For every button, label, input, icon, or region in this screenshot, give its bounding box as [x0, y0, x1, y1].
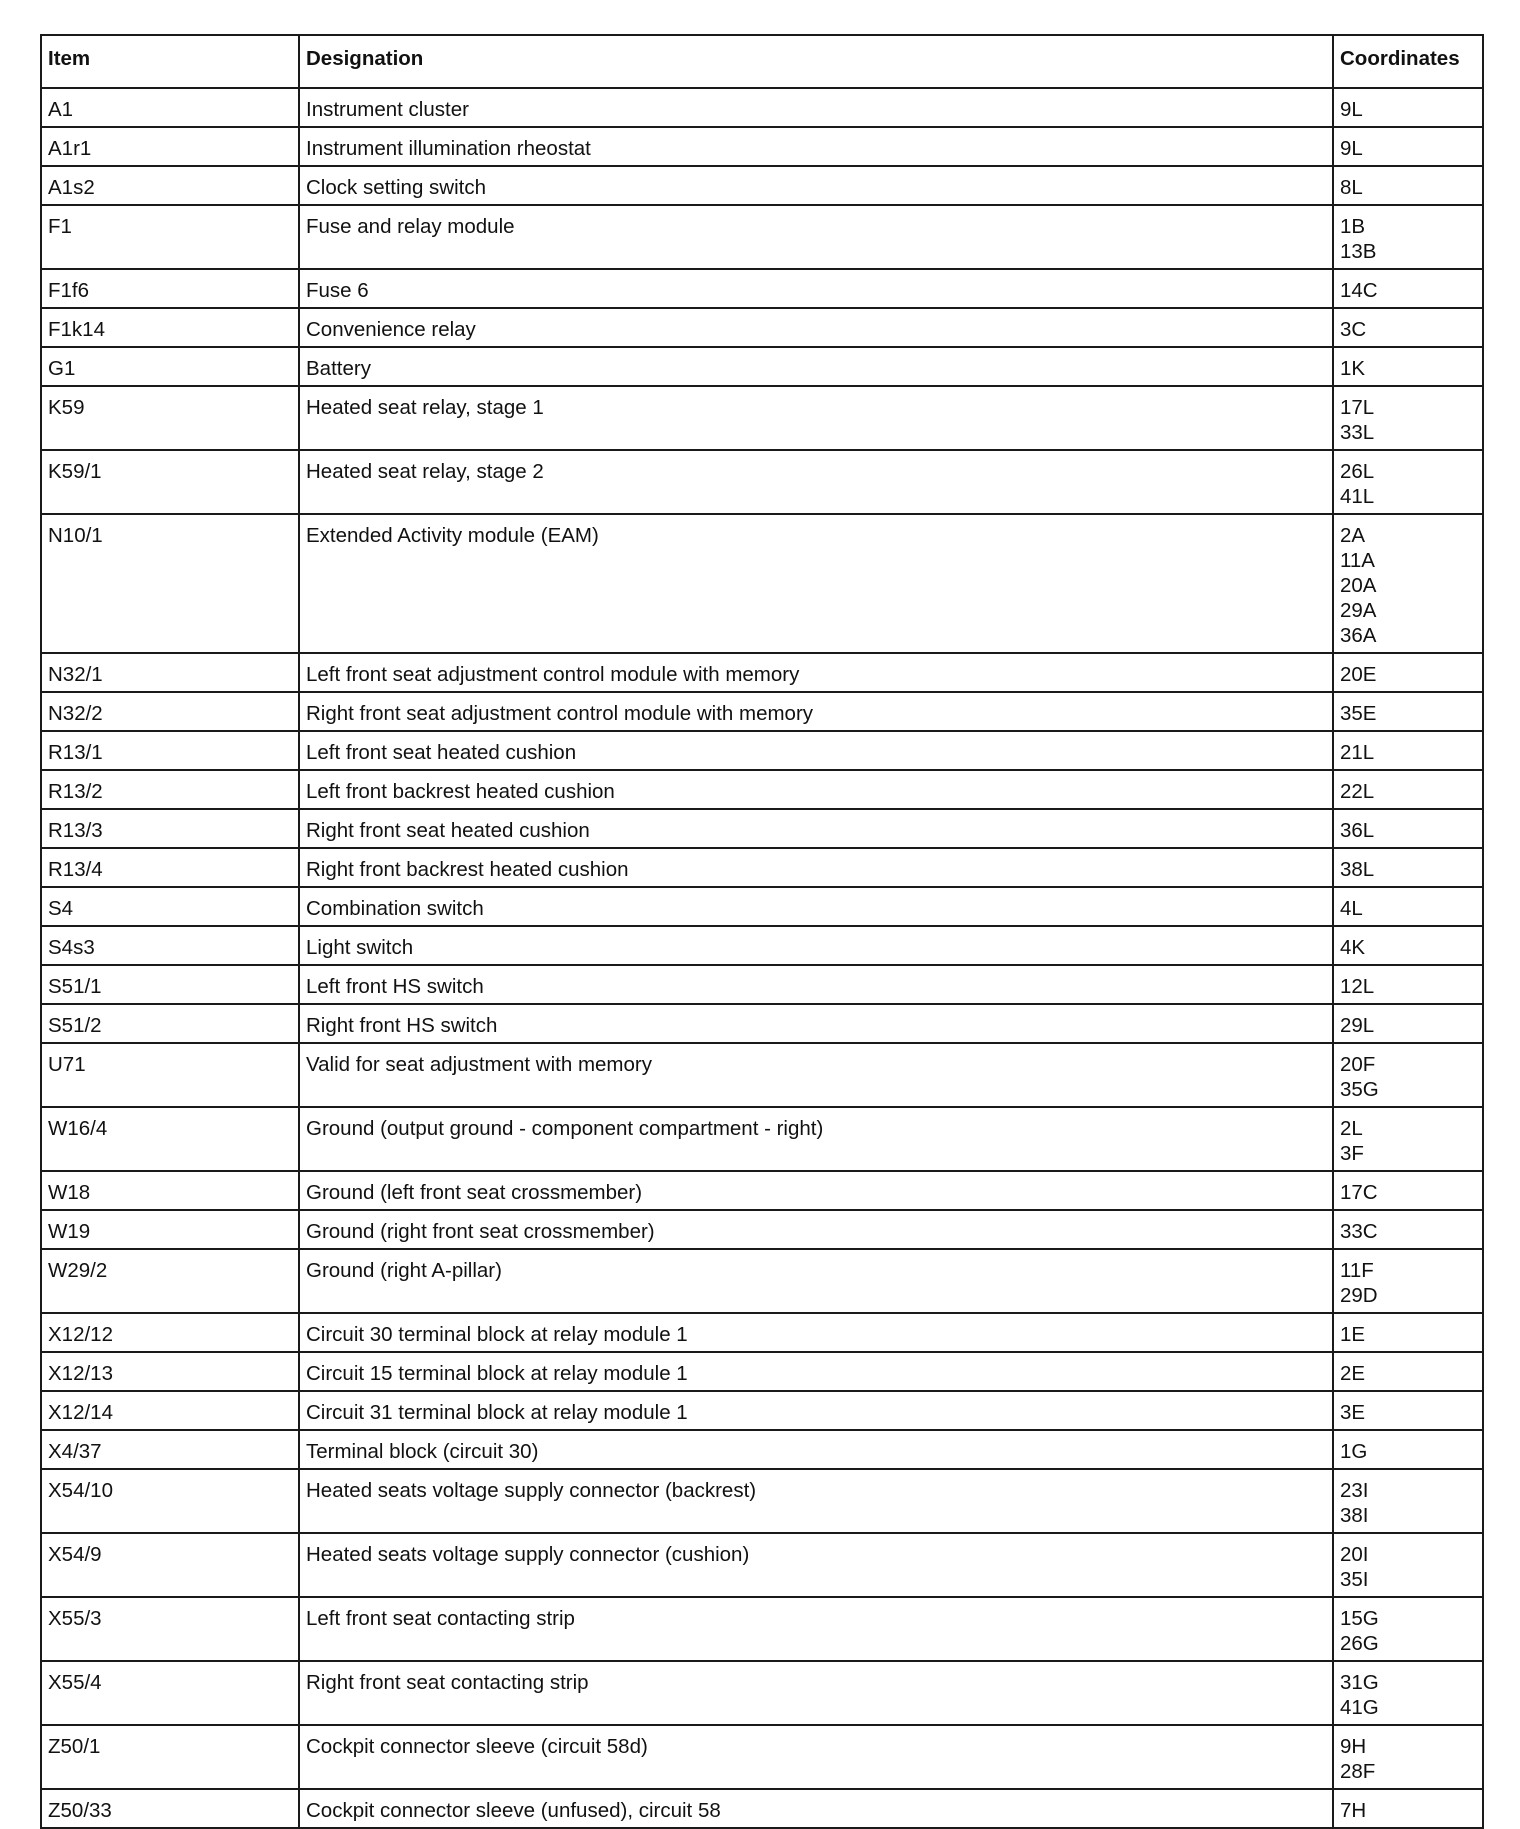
cell-item: X54/10 [41, 1469, 299, 1533]
coordinate-value: 20I [1340, 1543, 1369, 1566]
cell-coordinates [1333, 1661, 1483, 1725]
cell-coordinates [1333, 1789, 1483, 1828]
table-row [41, 88, 1483, 127]
cell-item: K59/1 [41, 450, 299, 514]
table-row [41, 1469, 1483, 1533]
cell-item: Z50/1 [41, 1725, 299, 1789]
table-row [41, 1210, 1483, 1249]
coordinate-value: 26L [1340, 460, 1375, 483]
cell-coordinates [1333, 1533, 1483, 1597]
cell-item: S4s3 [41, 926, 299, 965]
cell-designation: Instrument illumination rheostat [299, 127, 1333, 166]
component-legend-table [40, 34, 1484, 1829]
cell-designation: Fuse and relay module [299, 205, 1333, 269]
cell-coordinates [1333, 887, 1483, 926]
coordinate-value: 4K [1340, 936, 1366, 959]
cell-coordinates [1333, 692, 1483, 731]
coordinate-value: 21L [1340, 741, 1375, 764]
cell-designation: Light switch [299, 926, 1333, 965]
cell-designation: Ground (right front seat crossmember) [299, 1210, 1333, 1249]
cell-coordinates [1333, 1597, 1483, 1661]
cell-item: A1r1 [41, 127, 299, 166]
cell-coordinates [1333, 166, 1483, 205]
cell-designation: Cockpit connector sleeve (circuit 58d) [299, 1725, 1333, 1789]
cell-designation: Cockpit connector sleeve (unfused), circuit 58 [299, 1789, 1333, 1828]
cell-designation: Right front seat adjustment control module with memory [299, 692, 1333, 731]
coordinate-value: 13B [1340, 240, 1377, 263]
cell-item: X55/4 [41, 1661, 299, 1725]
cell-designation: Valid for seat adjustment with memory [299, 1043, 1333, 1107]
cell-coordinates [1333, 1043, 1483, 1107]
cell-item: S51/1 [41, 965, 299, 1004]
cell-coordinates [1333, 731, 1483, 770]
table-row [41, 166, 1483, 205]
coordinate-value: 1E [1340, 1323, 1366, 1346]
coordinate-value: 3E [1340, 1401, 1366, 1424]
cell-coordinates [1333, 1171, 1483, 1210]
coordinate-value: 9L [1340, 137, 1363, 160]
cell-item: X12/13 [41, 1352, 299, 1391]
cell-designation: Right front seat heated cushion [299, 809, 1333, 848]
cell-item: W16/4 [41, 1107, 299, 1171]
cell-item: F1k14 [41, 308, 299, 347]
coordinate-value: 17C [1340, 1181, 1378, 1204]
column-header-coordinates: Coordinates [1333, 35, 1483, 88]
table-row [41, 269, 1483, 308]
cell-coordinates [1333, 386, 1483, 450]
cell-item: Z50/33 [41, 1789, 299, 1828]
table-row [41, 514, 1483, 653]
coordinate-value: 2E [1340, 1362, 1366, 1385]
cell-coordinates [1333, 450, 1483, 514]
coordinate-value: 23I [1340, 1479, 1369, 1502]
coordinate-value: 11A [1340, 549, 1375, 572]
coordinate-value: 29A [1340, 599, 1377, 622]
cell-designation: Combination switch [299, 887, 1333, 926]
coordinate-value: 33C [1340, 1220, 1378, 1243]
cell-designation: Right front HS switch [299, 1004, 1333, 1043]
cell-designation: Fuse 6 [299, 269, 1333, 308]
table-row [41, 965, 1483, 1004]
cell-designation: Clock setting switch [299, 166, 1333, 205]
cell-item: R13/3 [41, 809, 299, 848]
cell-item: X54/9 [41, 1533, 299, 1597]
cell-item: N10/1 [41, 514, 299, 653]
cell-designation: Right front seat contacting strip [299, 1661, 1333, 1725]
coordinate-value: 2A [1340, 524, 1366, 547]
coordinate-value: 3F [1340, 1142, 1364, 1165]
coordinate-value: 9H [1340, 1735, 1367, 1758]
coordinate-value: 3C [1340, 318, 1367, 341]
table-row [41, 450, 1483, 514]
table-row [41, 1597, 1483, 1661]
coordinate-value: 1K [1340, 357, 1366, 380]
cell-coordinates [1333, 1391, 1483, 1430]
coordinate-value: 38L [1340, 858, 1375, 881]
cell-item: X55/3 [41, 1597, 299, 1661]
cell-item: X12/12 [41, 1313, 299, 1352]
cell-item: R13/2 [41, 770, 299, 809]
table-row [41, 887, 1483, 926]
table-row [41, 308, 1483, 347]
cell-coordinates [1333, 127, 1483, 166]
cell-designation: Ground (left front seat crossmember) [299, 1171, 1333, 1210]
cell-coordinates [1333, 347, 1483, 386]
coordinate-value: 26G [1340, 1632, 1379, 1655]
coordinate-value: 28F [1340, 1760, 1376, 1783]
cell-item: N32/2 [41, 692, 299, 731]
coordinate-value: 41L [1340, 485, 1375, 508]
cell-coordinates [1333, 1313, 1483, 1352]
table-row [41, 127, 1483, 166]
cell-item: R13/1 [41, 731, 299, 770]
table-row [41, 1533, 1483, 1597]
coordinate-value: 36L [1340, 819, 1375, 842]
cell-designation: Circuit 31 terminal block at relay module 1 [299, 1391, 1333, 1430]
table-row [41, 653, 1483, 692]
table-row [41, 926, 1483, 965]
coordinate-value: 35I [1340, 1568, 1369, 1591]
table-row [41, 347, 1483, 386]
table-row [41, 1352, 1483, 1391]
cell-designation: Left front backrest heated cushion [299, 770, 1333, 809]
cell-coordinates [1333, 653, 1483, 692]
cell-item: W19 [41, 1210, 299, 1249]
coordinate-value: 1G [1340, 1440, 1368, 1463]
coordinate-value: 35E [1340, 702, 1377, 725]
cell-item: K59 [41, 386, 299, 450]
cell-coordinates [1333, 269, 1483, 308]
cell-item: X12/14 [41, 1391, 299, 1430]
table-row [41, 1107, 1483, 1171]
coordinate-value: 1B [1340, 215, 1366, 238]
table-row [41, 1249, 1483, 1313]
table-row [41, 692, 1483, 731]
cell-item: W29/2 [41, 1249, 299, 1313]
table-row [41, 1004, 1483, 1043]
coordinate-value: 33L [1340, 421, 1375, 444]
cell-item: R13/4 [41, 848, 299, 887]
cell-coordinates [1333, 965, 1483, 1004]
cell-designation: Circuit 15 terminal block at relay module 1 [299, 1352, 1333, 1391]
cell-coordinates [1333, 1004, 1483, 1043]
coordinate-value: 15G [1340, 1607, 1379, 1630]
cell-item: G1 [41, 347, 299, 386]
cell-item: S4 [41, 887, 299, 926]
table-row [41, 1430, 1483, 1469]
table-row [41, 1725, 1483, 1789]
table-row [41, 1661, 1483, 1725]
cell-designation: Ground (output ground - component compartment - right) [299, 1107, 1333, 1171]
cell-coordinates [1333, 1430, 1483, 1469]
table-row [41, 770, 1483, 809]
cell-item: W18 [41, 1171, 299, 1210]
cell-designation: Extended Activity module (EAM) [299, 514, 1333, 653]
cell-coordinates [1333, 770, 1483, 809]
cell-item: F1f6 [41, 269, 299, 308]
cell-item: A1 [41, 88, 299, 127]
coordinate-value: 20F [1340, 1053, 1376, 1076]
table-row [41, 386, 1483, 450]
cell-item: A1s2 [41, 166, 299, 205]
cell-coordinates [1333, 1352, 1483, 1391]
cell-designation: Heated seat relay, stage 1 [299, 386, 1333, 450]
table-row [41, 809, 1483, 848]
cell-coordinates [1333, 1107, 1483, 1171]
cell-designation: Left front seat heated cushion [299, 731, 1333, 770]
coordinate-value: 38I [1340, 1504, 1369, 1527]
cell-designation: Convenience relay [299, 308, 1333, 347]
cell-item: U71 [41, 1043, 299, 1107]
coordinate-value: 20A [1340, 574, 1377, 597]
coordinate-value: 36A [1340, 624, 1377, 647]
cell-designation: Heated seats voltage supply connector (backrest) [299, 1469, 1333, 1533]
coordinate-value: 7H [1340, 1799, 1367, 1822]
cell-designation: Left front seat contacting strip [299, 1597, 1333, 1661]
coordinate-value: 11F [1340, 1259, 1374, 1282]
column-header-designation: Designation [299, 35, 1333, 88]
table-row [41, 1043, 1483, 1107]
cell-designation: Terminal block (circuit 30) [299, 1430, 1333, 1469]
coordinate-value: 2L [1340, 1117, 1363, 1140]
cell-item: X4/37 [41, 1430, 299, 1469]
cell-coordinates [1333, 1249, 1483, 1313]
coordinate-value: 41G [1340, 1696, 1379, 1719]
table-header-row [41, 35, 1483, 88]
cell-coordinates [1333, 514, 1483, 653]
cell-coordinates [1333, 1469, 1483, 1533]
table-body [41, 88, 1483, 1828]
cell-designation: Heated seat relay, stage 2 [299, 450, 1333, 514]
cell-designation: Left front seat adjustment control module with memory [299, 653, 1333, 692]
coordinate-value: 20E [1340, 663, 1377, 686]
table-row [41, 1789, 1483, 1828]
cell-designation: Right front backrest heated cushion [299, 848, 1333, 887]
coordinate-value: 17L [1340, 396, 1375, 419]
cell-designation: Battery [299, 347, 1333, 386]
cell-coordinates [1333, 848, 1483, 887]
coordinate-value: 29L [1340, 1014, 1375, 1037]
coordinate-value: 22L [1340, 780, 1375, 803]
table-row [41, 848, 1483, 887]
table-row [41, 731, 1483, 770]
table-row [41, 1171, 1483, 1210]
cell-coordinates [1333, 809, 1483, 848]
cell-coordinates [1333, 1210, 1483, 1249]
table-row [41, 205, 1483, 269]
table-row [41, 1391, 1483, 1430]
cell-coordinates [1333, 308, 1483, 347]
cell-coordinates [1333, 88, 1483, 127]
cell-designation: Instrument cluster [299, 88, 1333, 127]
cell-coordinates [1333, 205, 1483, 269]
cell-designation: Heated seats voltage supply connector (cushion) [299, 1533, 1333, 1597]
coordinate-value: 8L [1340, 176, 1363, 199]
coordinate-value: 35G [1340, 1078, 1379, 1101]
cell-designation: Ground (right A-pillar) [299, 1249, 1333, 1313]
coordinate-value: 12L [1340, 975, 1375, 998]
cell-designation: Left front HS switch [299, 965, 1333, 1004]
cell-item: F1 [41, 205, 299, 269]
coordinate-value: 31G [1340, 1671, 1379, 1694]
coordinate-value: 29D [1340, 1284, 1378, 1307]
cell-coordinates [1333, 926, 1483, 965]
cell-designation: Circuit 30 terminal block at relay module 1 [299, 1313, 1333, 1352]
cell-item: S51/2 [41, 1004, 299, 1043]
coordinate-value: 4L [1340, 897, 1363, 920]
coordinate-value: 9L [1340, 98, 1363, 121]
cell-coordinates [1333, 1725, 1483, 1789]
table-row [41, 1313, 1483, 1352]
coordinate-value: 14C [1340, 279, 1378, 302]
cell-item: N32/1 [41, 653, 299, 692]
column-header-item: Item [41, 35, 299, 88]
